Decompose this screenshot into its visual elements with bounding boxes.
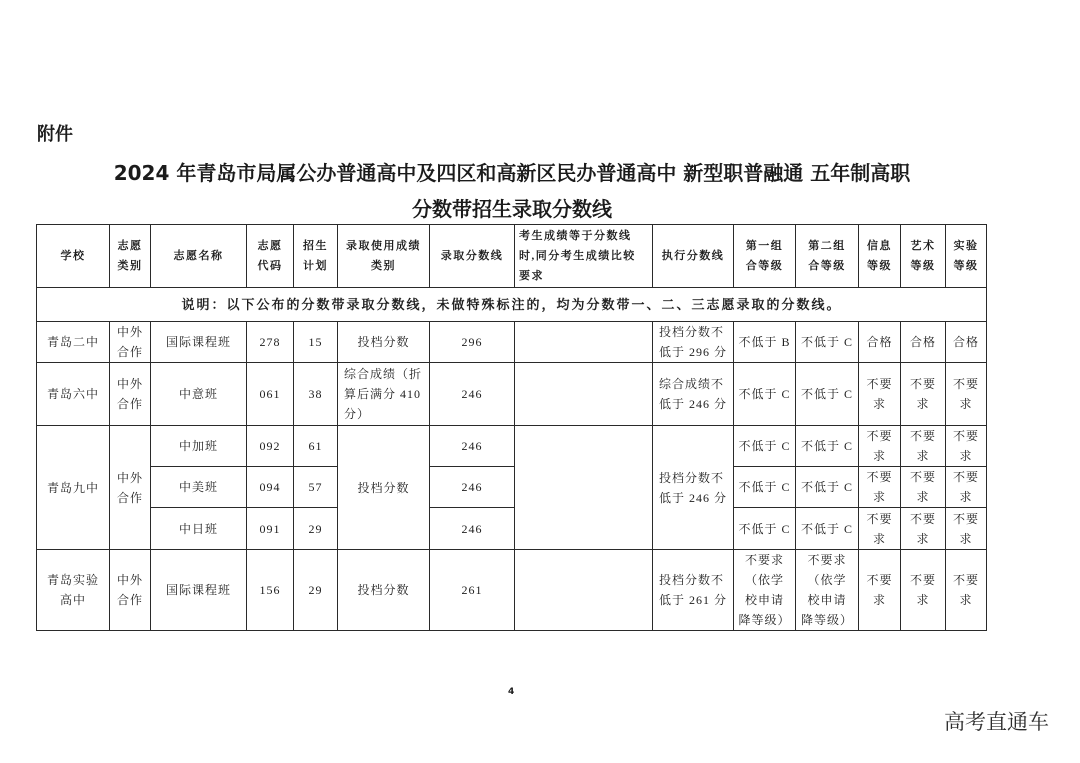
title-line-1: 2024 年青岛市局属公办普通高中及四区和高新区民办普通高中 新型职普融通 五年制高职: [113, 161, 911, 185]
cell-info-level: 不要 求: [859, 508, 901, 550]
col-header-score-type: 录取使用成绩 类别: [338, 225, 430, 288]
cell-tie-rule: [515, 322, 653, 363]
cell-lab-level: 不要 求: [946, 508, 987, 550]
table-row: [37, 363, 987, 426]
note-row: [37, 288, 987, 322]
cell-choice-type: 中外 合作: [110, 322, 151, 363]
cell-choice-name: 国际课程班: [151, 322, 247, 363]
cell-choice-code: 094: [247, 467, 294, 508]
cell-cutoff: 246: [430, 467, 515, 508]
cell-art-level: 不要 求: [901, 363, 946, 426]
col-header-choice-type: 志愿 类别: [110, 225, 151, 288]
cell-school: 青岛六中: [37, 363, 110, 426]
col-header-group1-level: 第一组 合等级: [734, 225, 796, 288]
cell-group1-level: 不低于 C: [734, 508, 796, 550]
cell-exec-cutoff: 投档分数不 低于 261 分: [653, 550, 734, 631]
cell-choice-code: 091: [247, 508, 294, 550]
cell-plan: 15: [294, 322, 338, 363]
cell-choice-code: 156: [247, 550, 294, 631]
cell-plan: 29: [294, 508, 338, 550]
cell-group1-level: 不低于 C: [734, 363, 796, 426]
page-number: 4: [508, 687, 515, 697]
cell-score-type: 投档分数: [338, 322, 430, 363]
cell-choice-type: 中外 合作: [110, 426, 151, 550]
cell-choice-type: 中外 合作: [110, 363, 151, 426]
cell-group2-level: 不要求 （依学 校申请 降等级）: [796, 550, 859, 631]
cell-cutoff: 246: [430, 426, 515, 467]
cell-choice-name: 中加班: [151, 426, 247, 467]
cell-choice-code: 092: [247, 426, 294, 467]
cell-tie-rule: [515, 363, 653, 426]
cell-plan: 61: [294, 426, 338, 467]
cell-art-level: 不要 求: [901, 550, 946, 631]
cell-choice-type: 中外 合作: [110, 550, 151, 631]
col-header-art-level: 艺术 等级: [901, 225, 946, 288]
cell-choice-code: 278: [247, 322, 294, 363]
cell-info-level: 不要 求: [859, 426, 901, 467]
cell-group1-level: 不低于 C: [734, 467, 796, 508]
col-header-plan: 招生 计划: [294, 225, 338, 288]
col-header-exec-cutoff: 执行分数线: [653, 225, 734, 288]
col-header-info-level: 信息 等级: [859, 225, 901, 288]
cell-info-level: 不要 求: [859, 467, 901, 508]
table-body: [37, 288, 987, 631]
cell-exec-cutoff: 投档分数不 低于 296 分: [653, 322, 734, 363]
watermark: 高考直通车: [944, 710, 1049, 734]
cell-group1-level: 不低于 B: [734, 322, 796, 363]
table-row: [37, 322, 987, 363]
cell-tie-rule: [515, 426, 653, 550]
cell-art-level: 不要 求: [901, 426, 946, 467]
cell-group2-level: 不低于 C: [796, 426, 859, 467]
cell-plan: 38: [294, 363, 338, 426]
col-header-choice-name: 志愿名称: [151, 225, 247, 288]
cell-group2-level: 不低于 C: [796, 508, 859, 550]
cell-plan: 57: [294, 467, 338, 508]
cell-art-level: 合格: [901, 322, 946, 363]
cell-score-type: 综合成绩（折 算后满分 410 分）: [338, 363, 430, 426]
cell-choice-name: 中日班: [151, 508, 247, 550]
cell-group2-level: 不低于 C: [796, 322, 859, 363]
title-line-2: 分数带招生录取分数线: [412, 197, 612, 221]
cell-art-level: 不要 求: [901, 467, 946, 508]
cell-school: 青岛九中: [37, 426, 110, 550]
cell-cutoff: 296: [430, 322, 515, 363]
col-header-school: 学校: [37, 225, 110, 288]
cell-lab-level: 合格: [946, 322, 987, 363]
cell-score-type: 投档分数: [338, 426, 430, 550]
cell-school: 青岛实验 高中: [37, 550, 110, 631]
cell-tie-rule: [515, 550, 653, 631]
cell-lab-level: 不要 求: [946, 426, 987, 467]
cell-lab-level: 不要 求: [946, 467, 987, 508]
cell-choice-name: 国际课程班: [151, 550, 247, 631]
table-row: [37, 467, 987, 508]
table-row: [37, 426, 987, 467]
cell-group1-level: 不低于 C: [734, 426, 796, 467]
cell-choice-name: 中意班: [151, 363, 247, 426]
cell-choice-code: 061: [247, 363, 294, 426]
col-header-lab-level: 实验 等级: [946, 225, 987, 288]
cell-exec-cutoff: 投档分数不 低于 246 分: [653, 426, 734, 550]
cell-cutoff: 261: [430, 550, 515, 631]
table-row: [37, 550, 987, 631]
cell-cutoff: 246: [430, 508, 515, 550]
cell-lab-level: 不要 求: [946, 363, 987, 426]
col-header-tie-rule: 考生成绩等于分数线 时,同分考生成绩比较 要求: [515, 225, 653, 288]
cell-cutoff: 246: [430, 363, 515, 426]
col-header-cutoff: 录取分数线: [430, 225, 515, 288]
cell-group2-level: 不低于 C: [796, 363, 859, 426]
cell-plan: 29: [294, 550, 338, 631]
table-row: [37, 508, 987, 550]
cell-group1-level: 不要求 （依学 校申请 降等级）: [734, 550, 796, 631]
cell-lab-level: 不要 求: [946, 550, 987, 631]
col-header-choice-code: 志愿 代码: [247, 225, 294, 288]
cell-info-level: 不要 求: [859, 363, 901, 426]
table-header: [37, 225, 987, 288]
header-row: [37, 225, 987, 288]
cell-group2-level: 不低于 C: [796, 467, 859, 508]
admission-score-table: [36, 224, 987, 631]
cell-info-level: 合格: [859, 322, 901, 363]
cell-exec-cutoff: 综合成绩不 低于 246 分: [653, 363, 734, 426]
cell-choice-name: 中美班: [151, 467, 247, 508]
table-note: 说明：以下公布的分数带录取分数线，未做特殊标注的，均为分数带一、二、三志愿录取的分数线。: [37, 288, 987, 322]
cell-school: 青岛二中: [37, 322, 110, 363]
cell-score-type: 投档分数: [338, 550, 430, 631]
cell-art-level: 不要 求: [901, 508, 946, 550]
cell-info-level: 不要 求: [859, 550, 901, 631]
attachment-label: 附件: [37, 124, 73, 145]
col-header-group2-level: 第二组 合等级: [796, 225, 859, 288]
